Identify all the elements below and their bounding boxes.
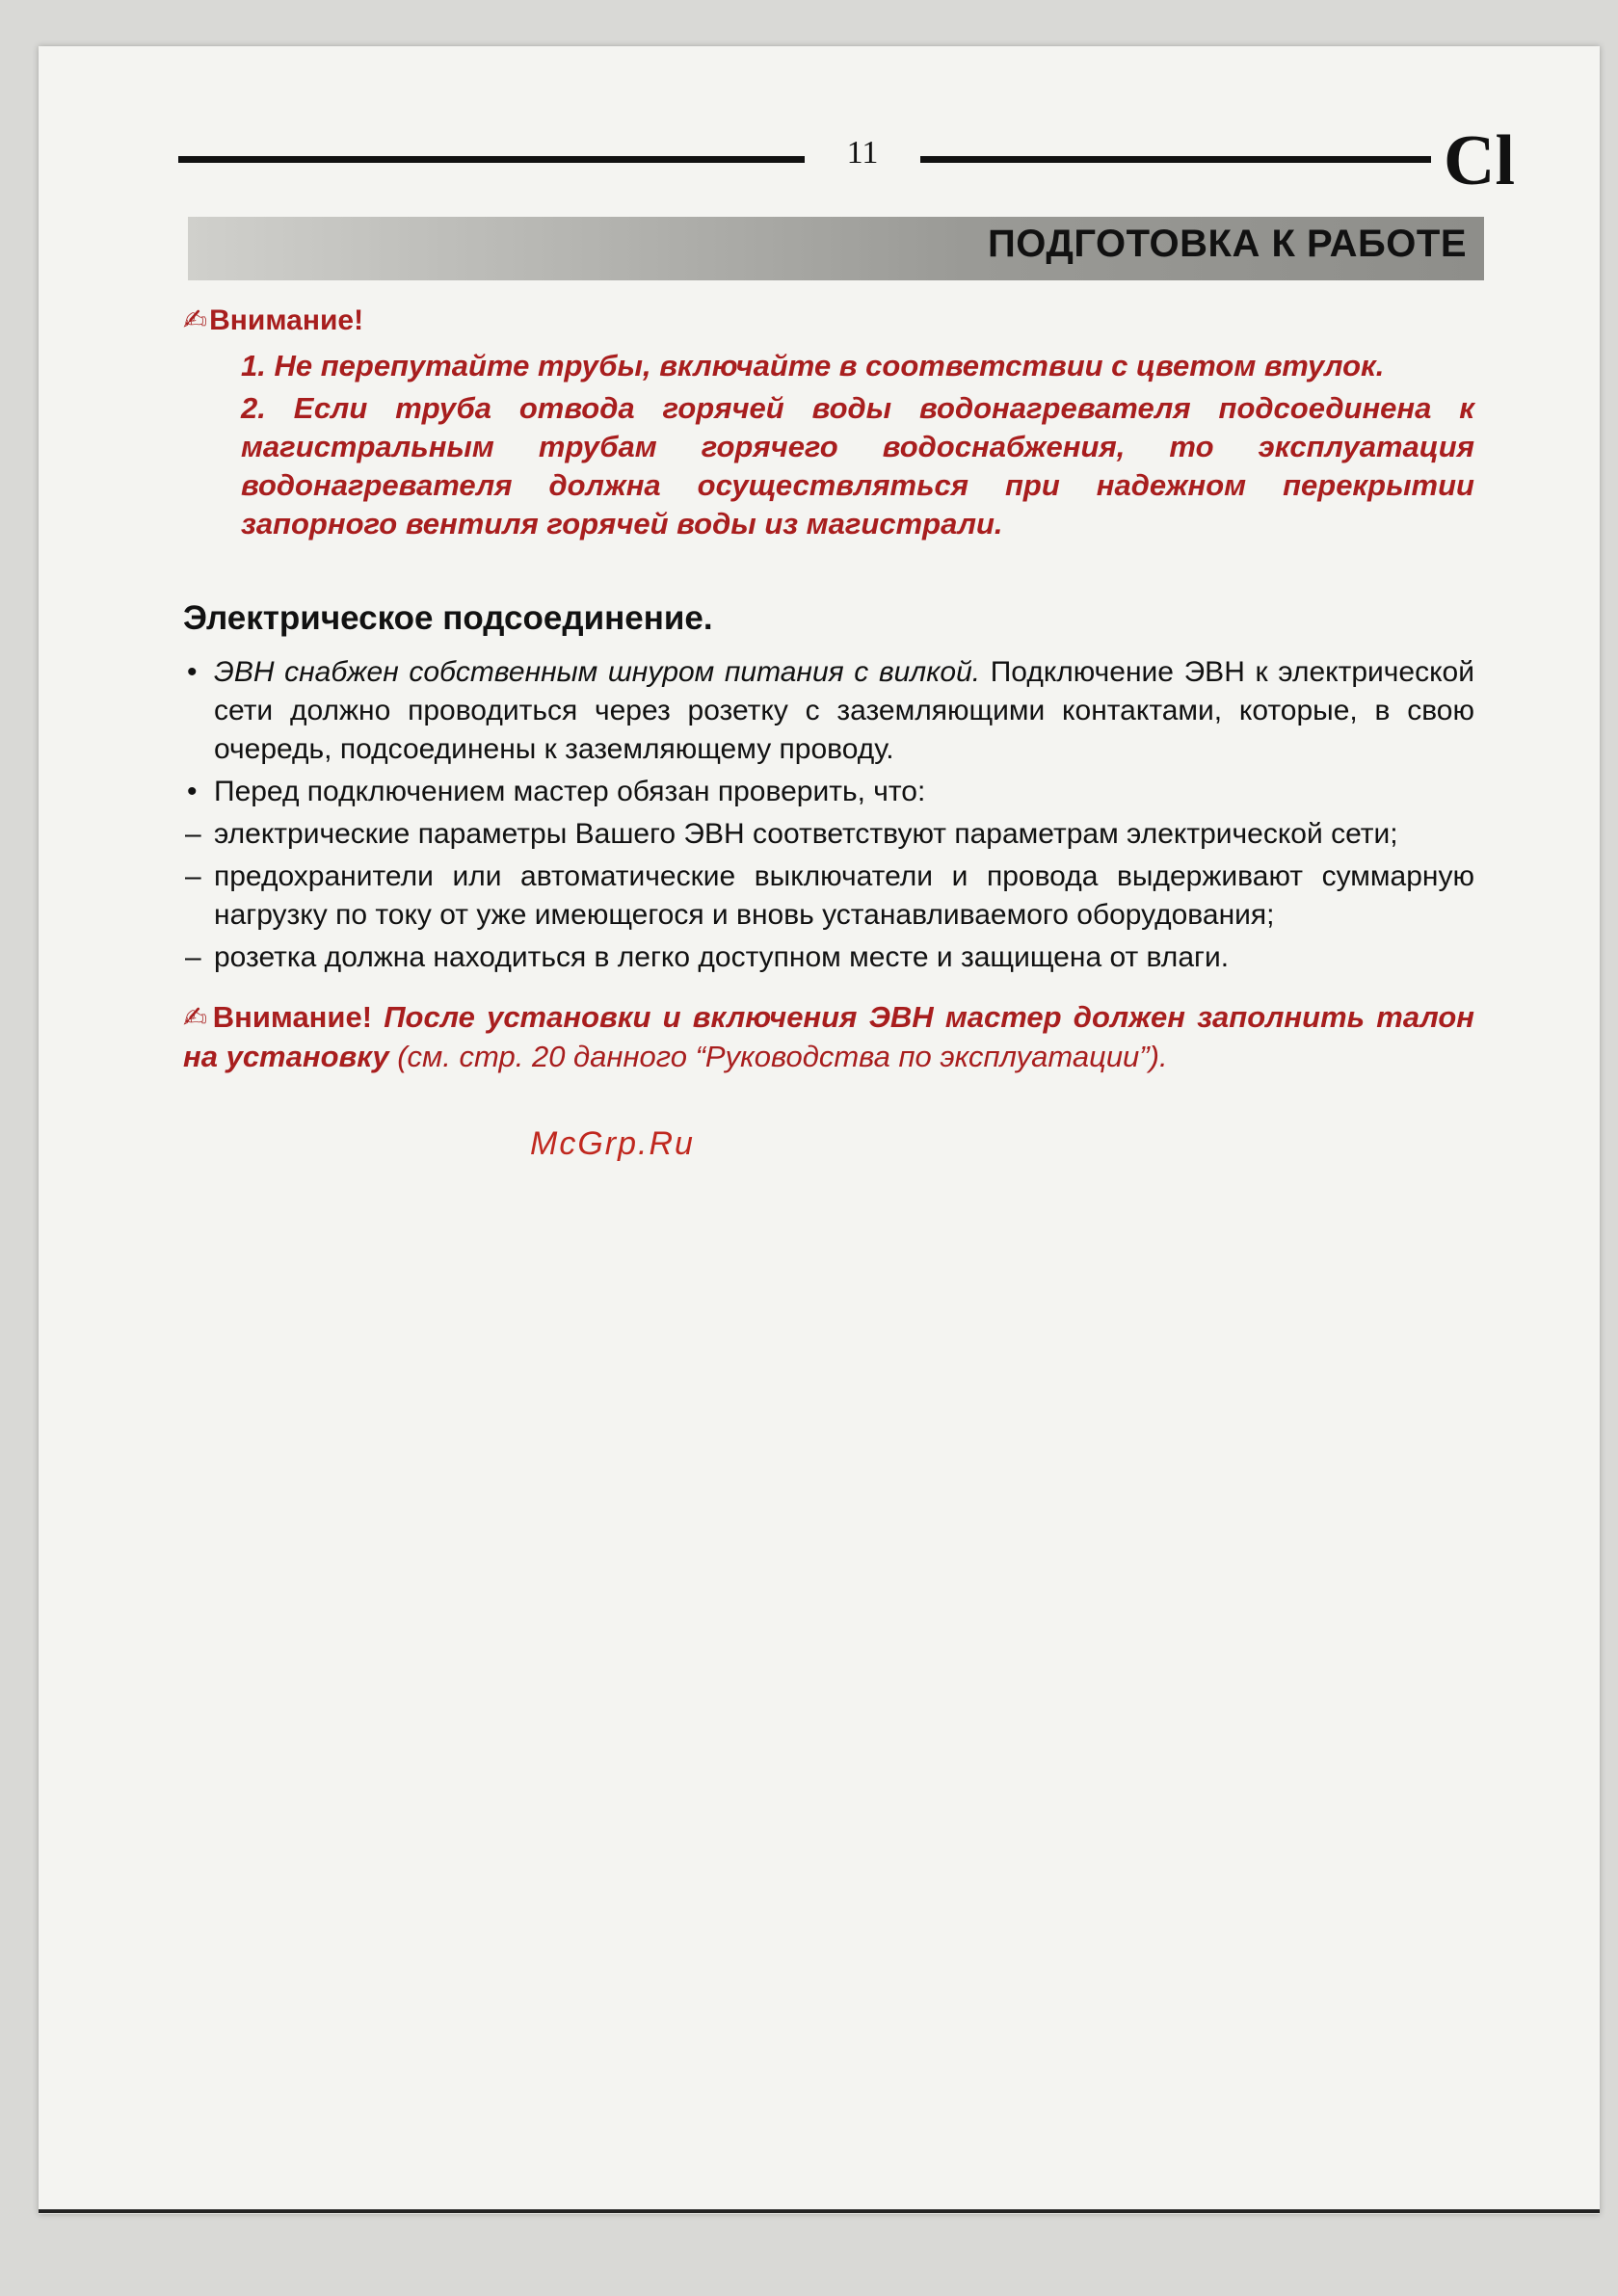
check-item-text: розетка должна находиться в легко доступном месте и защищена от влаги.	[214, 941, 1230, 973]
check-intro	[183, 773, 1474, 811]
brand-logo: Cl	[1444, 121, 1515, 200]
hand-pointer-icon: ✍	[183, 304, 208, 336]
bullet-icon: •	[187, 776, 198, 807]
page-content	[183, 303, 1474, 1076]
dash-icon: –	[185, 860, 201, 892]
electrical-paragraph	[183, 653, 1474, 769]
warning-heading	[183, 303, 1474, 337]
warning-title: Внимание!	[209, 303, 364, 336]
dash-icon: –	[185, 941, 201, 973]
page-bottom-edge	[39, 2209, 1600, 2213]
header-rule-right	[920, 156, 1431, 163]
page-header	[178, 121, 1515, 202]
check-item	[183, 815, 1474, 854]
check-item	[183, 858, 1474, 935]
hand-pointer-icon: ✍	[183, 1002, 211, 1034]
warning-main-text: После установки и включения ЭВН мастер должен заполнить талон на установку	[183, 1000, 1474, 1073]
bullet-icon: •	[187, 656, 198, 688]
cord-statement: ЭВН снабжен собственным шнуром питания с вилкой.	[214, 656, 981, 688]
warning-reference: (см. стр. 20 данного “Руководства по эксплуатации”).	[388, 1040, 1168, 1073]
check-item-text: электрические параметры Вашего ЭВН соответствуют параметрам электрической сети;	[214, 818, 1398, 850]
check-item-text: предохранители или автоматические выключатели и провода выдерживают суммарную нагрузку по току от уже имеющегося и вновь устанавливаемого оборудования;	[214, 860, 1474, 931]
section-title: ПОДГОТОВКА К РАБОТЕ	[988, 223, 1467, 265]
header-rule-left	[178, 156, 805, 163]
warning-item: 1. Не перепутайте трубы, включайте в соответствии с цветом втулок.	[241, 349, 1385, 383]
check-item	[183, 938, 1474, 977]
warning-installation	[183, 998, 1474, 1076]
electrical-heading: Электрическое подсоединение.	[183, 599, 713, 637]
section-title-bar	[188, 217, 1484, 280]
page-number: 11	[846, 135, 879, 171]
dash-icon: –	[185, 818, 201, 850]
connection-statement: Подключение ЭВН к электрической сети должно проводиться через розетку с заземляющими контактами, которые, в свою очередь, подсоединены к заземляющему проводу.	[214, 656, 1474, 765]
site-watermark: McGrp.Ru	[530, 1125, 695, 1162]
check-intro-text: Перед подключением мастер обязан проверить, что:	[214, 776, 926, 807]
warning-title: Внимание!	[212, 1000, 373, 1034]
warning-item: 2. Если труба отвода горячей воды водонагревателя подсоединена к магистральным трубам горячего водоснабжения, то эксплуатация водонагревателя должна осуществляться при надежном перекрытии запорного вентиля горячей воды из магистрали.	[241, 391, 1474, 541]
